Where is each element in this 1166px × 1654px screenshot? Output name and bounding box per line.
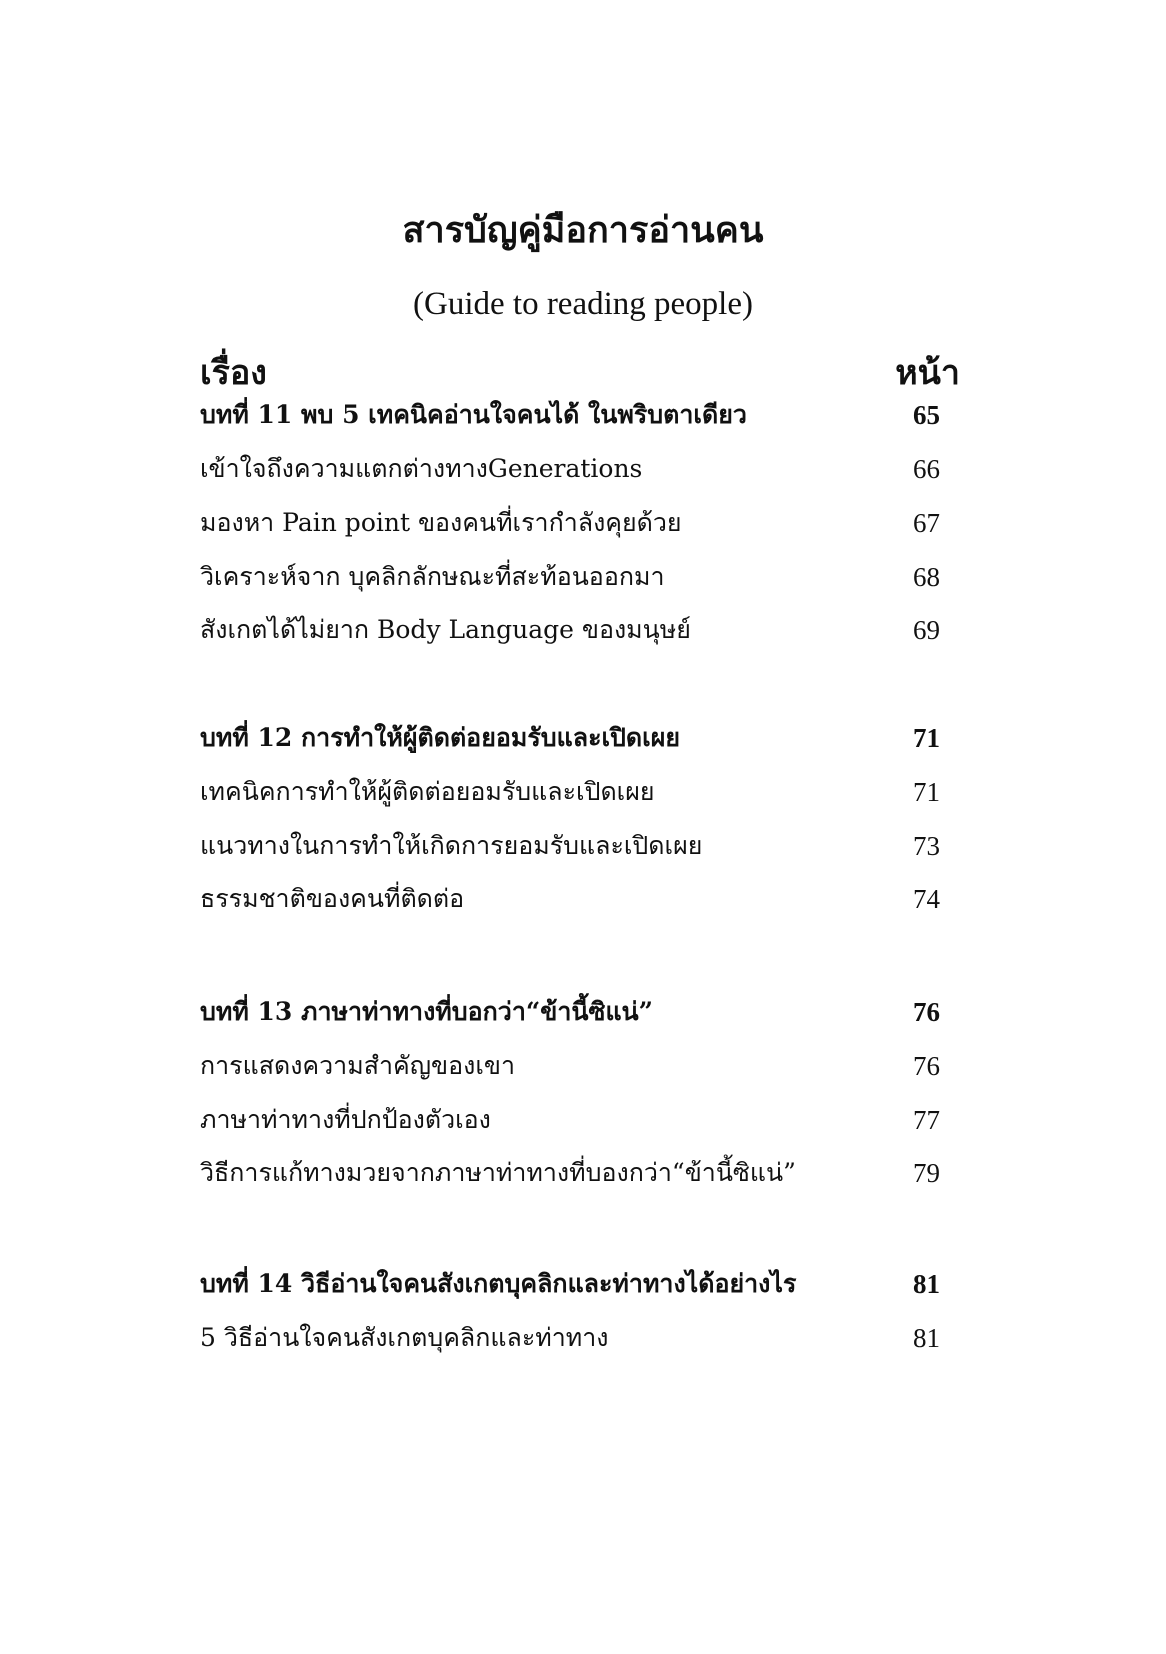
- toc-item[interactable]: [200, 826, 940, 866]
- chapter-title: บทที่ 12 การทำให้ผู้ติดต่อยอมรับและเปิดเผย: [200, 723, 680, 752]
- topic-column-label: เรื่อง: [200, 353, 267, 393]
- page-title: สารบัญคู่มือการอ่านคน: [402, 209, 764, 251]
- page-number: 68: [913, 562, 940, 592]
- item-title: การแสดงความสำคัญของเขา: [200, 1051, 516, 1080]
- page-number: 71: [913, 777, 940, 807]
- toc-item[interactable]: [200, 1100, 940, 1140]
- item-title: ธรรมชาติของคนที่ติดต่อ: [200, 884, 465, 913]
- item-title: เทคนิคการทำให้ผู้ติดต่อยอมรับและเปิดเผย: [200, 777, 655, 806]
- page-column-label: หน้า: [895, 353, 960, 393]
- item-title: วิเคราะห์จาก บุคลิกลักษณะที่สะท้อนออกมา: [200, 562, 665, 591]
- toc-item[interactable]: [200, 1153, 940, 1193]
- toc-item[interactable]: [200, 449, 940, 489]
- toc-item[interactable]: [200, 1046, 940, 1086]
- item-title: วิธีการแก้ทางมวยจากภาษาท่าทางที่บองกว่า“ข้านี้ซิแน่”: [200, 1158, 796, 1187]
- item-title: สังเกตได้ไม่ยาก Body Language ของมนุษย์: [200, 615, 691, 644]
- toc-item[interactable]: [200, 772, 940, 812]
- item-title: มองหา Pain point ของคนที่เรากำลังคุยด้วย: [200, 508, 682, 537]
- page-number: 69: [913, 615, 940, 645]
- page-number: 81: [913, 1269, 940, 1299]
- page-number: 73: [913, 831, 940, 861]
- item-title: เข้าใจถึงความแตกต่างทางGenerations: [200, 454, 643, 483]
- page-number: 67: [913, 508, 940, 538]
- item-title: ภาษาท่าทางที่ปกป้องตัวเอง: [200, 1105, 491, 1134]
- toc-header: [200, 348, 960, 398]
- page-number: 79: [913, 1158, 940, 1188]
- item-title: 5 วิธีอ่านใจคนสังเกตบุคลิกและท่าทาง: [200, 1323, 609, 1352]
- toc-item[interactable]: [200, 503, 940, 543]
- toc-item[interactable]: [200, 1318, 940, 1358]
- toc-chapter-13[interactable]: [200, 992, 940, 1032]
- page-number: 77: [913, 1105, 940, 1135]
- page-number: 74: [913, 884, 940, 914]
- toc-chapter-14[interactable]: [200, 1264, 940, 1304]
- page-number: 65: [913, 400, 940, 430]
- chapter-title: บทที่ 13 ภาษาท่าทางที่บอกว่า“ข้านี้ซิแน่”: [200, 997, 654, 1026]
- chapter-title: บทที่ 11 พบ 5 เทคนิคอ่านใจคนได้ ในพริบตาเดียว: [200, 400, 747, 429]
- toc-item[interactable]: [200, 879, 940, 919]
- toc-item[interactable]: [200, 557, 940, 597]
- item-title: แนวทางในการทำให้เกิดการยอมรับและเปิดเผย: [200, 831, 703, 860]
- page-number: 71: [913, 723, 940, 753]
- page-number: 76: [913, 1051, 940, 1081]
- toc-item[interactable]: [200, 610, 940, 650]
- toc-chapter-12[interactable]: [200, 718, 940, 758]
- page-subtitle: (Guide to reading people): [413, 286, 753, 322]
- chapter-title: บทที่ 14 วิธีอ่านใจคนสังเกตบุคลิกและท่าทางได้อย่างไร: [200, 1269, 797, 1298]
- page-number: 81: [913, 1323, 940, 1353]
- page-number: 66: [913, 454, 940, 484]
- page-number: 76: [913, 997, 940, 1027]
- toc-chapter-11[interactable]: [200, 395, 940, 435]
